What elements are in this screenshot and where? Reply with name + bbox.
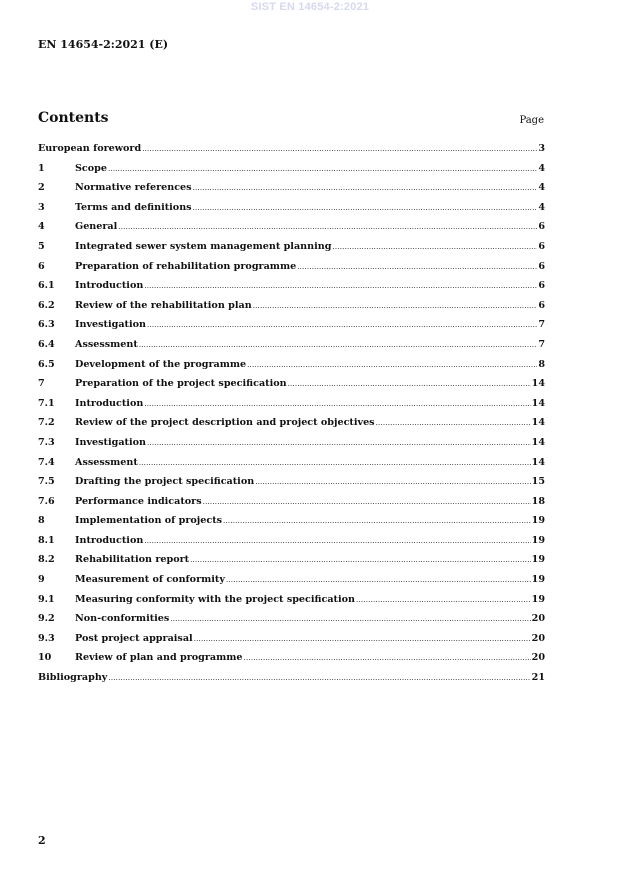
toc-entry-number: 7.5 <box>38 476 55 488</box>
table-of-contents <box>38 143 545 692</box>
toc-entry[interactable] <box>38 633 545 653</box>
toc-entry-title: Non-conformities <box>75 613 170 625</box>
toc-entry[interactable] <box>38 319 545 339</box>
toc-entry-title: European foreword <box>38 143 142 154</box>
toc-entry-number: 6.5 <box>38 358 55 370</box>
toc-entry-number: 6.2 <box>38 299 55 311</box>
toc-entry-page: 19 <box>531 554 545 566</box>
toc-entry-page: 4 <box>538 162 545 174</box>
toc-entry-number: 6.3 <box>38 319 55 331</box>
toc-entry-title: Assessment <box>75 456 138 468</box>
toc-entry-title: Preparation of the project specification <box>75 378 287 390</box>
toc-entry-title: Terms and definitions <box>75 201 192 213</box>
toc-entry-title: Performance indicators <box>75 495 202 507</box>
toc-entry-number: 10 <box>38 652 52 664</box>
toc-dot-leader <box>288 380 531 388</box>
toc-entry[interactable] <box>38 202 545 222</box>
toc-entry-page: 15 <box>531 476 545 488</box>
toc-entry[interactable] <box>38 163 545 183</box>
contents-title: Contents <box>38 110 109 126</box>
toc-entry[interactable] <box>38 672 545 692</box>
toc-entry-number: 8 <box>38 515 45 527</box>
toc-entry[interactable] <box>38 359 545 379</box>
toc-entry-title: Integrated sewer system management planning <box>75 240 332 252</box>
toc-entry[interactable] <box>38 515 545 535</box>
toc-dot-leader <box>144 282 537 290</box>
toc-dot-leader <box>108 674 530 682</box>
toc-entry-number: 7.3 <box>38 436 55 448</box>
page-number: 2 <box>38 834 46 847</box>
toc-entry-number: 4 <box>38 221 45 233</box>
toc-entry-number: 1 <box>38 162 45 174</box>
toc-entry[interactable] <box>38 417 545 437</box>
toc-entry-number: 8.1 <box>38 534 55 546</box>
toc-dot-leader <box>193 204 538 212</box>
toc-entry[interactable] <box>38 378 545 398</box>
toc-entry-title: Review of the project description and project objectives <box>75 417 375 429</box>
toc-dot-leader <box>253 302 538 310</box>
toc-entry-page: 6 <box>538 240 545 252</box>
toc-entry[interactable] <box>38 476 545 496</box>
toc-entry-number: 9 <box>38 574 45 586</box>
toc-entry-title: Introduction <box>75 534 144 546</box>
toc-entry[interactable] <box>38 261 545 281</box>
toc-entry-page: 20 <box>531 613 545 625</box>
toc-entry-page: 4 <box>538 201 545 213</box>
toc-dot-leader <box>118 223 537 231</box>
toc-dot-leader <box>194 635 531 643</box>
toc-entry[interactable] <box>38 143 545 163</box>
toc-entry-number: 6.4 <box>38 338 55 350</box>
toc-entry-page: 19 <box>531 593 545 605</box>
toc-entry-title: Drafting the project specification <box>75 476 255 488</box>
page-column-label: Page <box>519 115 544 126</box>
toc-entry-page: 14 <box>531 397 545 409</box>
toc-dot-leader <box>144 400 530 408</box>
toc-dot-leader <box>356 596 531 604</box>
toc-entry-title: Investigation <box>75 436 146 448</box>
toc-entry-number: 9.2 <box>38 613 55 625</box>
toc-dot-leader <box>297 263 537 271</box>
toc-entry-page: 4 <box>538 182 545 194</box>
watermark-text: SIST EN 14654-2:2021 <box>250 1 370 13</box>
toc-entry-page: 14 <box>531 378 545 390</box>
toc-entry-title: Introduction <box>75 280 144 292</box>
toc-dot-leader <box>203 498 531 506</box>
toc-dot-leader <box>108 165 537 173</box>
toc-entry-page: 6 <box>538 299 545 311</box>
toc-entry-title: Review of the rehabilitation plan <box>75 299 252 311</box>
toc-entry-title: General <box>75 221 118 233</box>
toc-entry-title: Introduction <box>75 397 144 409</box>
toc-entry-page: 19 <box>531 515 545 527</box>
toc-entry[interactable] <box>38 339 545 359</box>
toc-entry-number: 7.2 <box>38 417 55 429</box>
toc-entry-title: Measurement of conformity <box>75 574 225 586</box>
toc-entry[interactable] <box>38 300 545 320</box>
toc-entry-page: 21 <box>531 672 545 684</box>
toc-entry-page: 6 <box>538 221 545 233</box>
document-id: EN 14654-2:2021 (E) <box>38 38 169 51</box>
toc-entry-page: 3 <box>538 143 545 154</box>
toc-dot-leader <box>255 478 530 486</box>
toc-entry-page: 18 <box>531 495 545 507</box>
toc-entry-title: Measuring conformity with the project specification <box>75 593 356 605</box>
toc-entry-page: 19 <box>531 574 545 586</box>
toc-entry-page: 7 <box>538 338 545 350</box>
toc-dot-leader <box>244 654 531 662</box>
toc-entry-title: Preparation of rehabilitation programme <box>75 260 297 272</box>
toc-entry-title: Bibliography <box>38 672 108 684</box>
toc-entry[interactable] <box>38 280 545 300</box>
toc-dot-leader <box>247 361 537 369</box>
toc-entry-number: 6.1 <box>38 280 55 292</box>
toc-entry[interactable] <box>38 182 545 202</box>
toc-entry-page: 14 <box>531 456 545 468</box>
toc-entry-number: 6 <box>38 260 45 272</box>
toc-entry-number: 7.4 <box>38 456 55 468</box>
toc-dot-leader <box>142 145 537 153</box>
toc-dot-leader <box>193 184 538 192</box>
toc-entry-title: Investigation <box>75 319 146 331</box>
toc-entry-page: 14 <box>531 436 545 448</box>
toc-entry-number: 9.1 <box>38 593 55 605</box>
toc-entry-page: 20 <box>531 632 545 644</box>
toc-entry-title: Rehabilitation report <box>75 554 190 566</box>
toc-entry-page: 6 <box>538 260 545 272</box>
toc-entry[interactable] <box>38 535 545 555</box>
toc-dot-leader <box>144 537 530 545</box>
toc-entry-title: Assessment <box>75 338 138 350</box>
toc-entry-page: 8 <box>538 358 545 370</box>
toc-entry[interactable] <box>38 398 545 418</box>
toc-entry-number: 8.2 <box>38 554 55 566</box>
toc-entry-page: 20 <box>531 652 545 664</box>
toc-entry-title: Review of plan and programme <box>75 652 243 664</box>
toc-dot-leader <box>147 439 531 447</box>
toc-entry-number: 2 <box>38 182 45 194</box>
toc-dot-leader <box>332 243 537 251</box>
toc-entry-title: Implementation of projects <box>75 515 223 527</box>
toc-entry-title: Post project appraisal <box>75 632 193 644</box>
toc-entry[interactable] <box>38 221 545 241</box>
toc-entry[interactable] <box>38 457 545 477</box>
toc-dot-leader <box>223 517 531 525</box>
toc-entry[interactable] <box>38 594 545 614</box>
toc-entry-number: 3 <box>38 201 45 213</box>
toc-entry[interactable] <box>38 652 545 672</box>
toc-entry[interactable] <box>38 574 545 594</box>
toc-entry[interactable] <box>38 496 545 516</box>
toc-entry-page: 19 <box>531 534 545 546</box>
toc-entry[interactable] <box>38 554 545 574</box>
toc-entry-number: 9.3 <box>38 632 55 644</box>
toc-entry-number: 7.6 <box>38 495 55 507</box>
toc-entry-title: Scope <box>75 162 107 174</box>
toc-entry-page: 7 <box>538 319 545 331</box>
toc-dot-leader <box>226 576 531 584</box>
toc-entry[interactable] <box>38 241 545 261</box>
toc-entry-number: 7 <box>38 378 45 390</box>
toc-dot-leader <box>170 615 530 623</box>
toc-dot-leader <box>139 459 531 467</box>
toc-entry[interactable] <box>38 437 545 457</box>
toc-entry-page: 6 <box>538 280 545 292</box>
toc-entry-page: 14 <box>531 417 545 429</box>
toc-dot-leader <box>139 341 537 349</box>
toc-entry-title: Normative references <box>75 182 192 194</box>
toc-entry-title: Development of the programme <box>75 358 247 370</box>
toc-dot-leader <box>376 419 531 427</box>
toc-entry-number: 5 <box>38 240 45 252</box>
toc-dot-leader <box>190 556 531 564</box>
toc-entry-number: 7.1 <box>38 397 55 409</box>
toc-entry[interactable] <box>38 613 545 633</box>
toc-dot-leader <box>147 321 537 329</box>
